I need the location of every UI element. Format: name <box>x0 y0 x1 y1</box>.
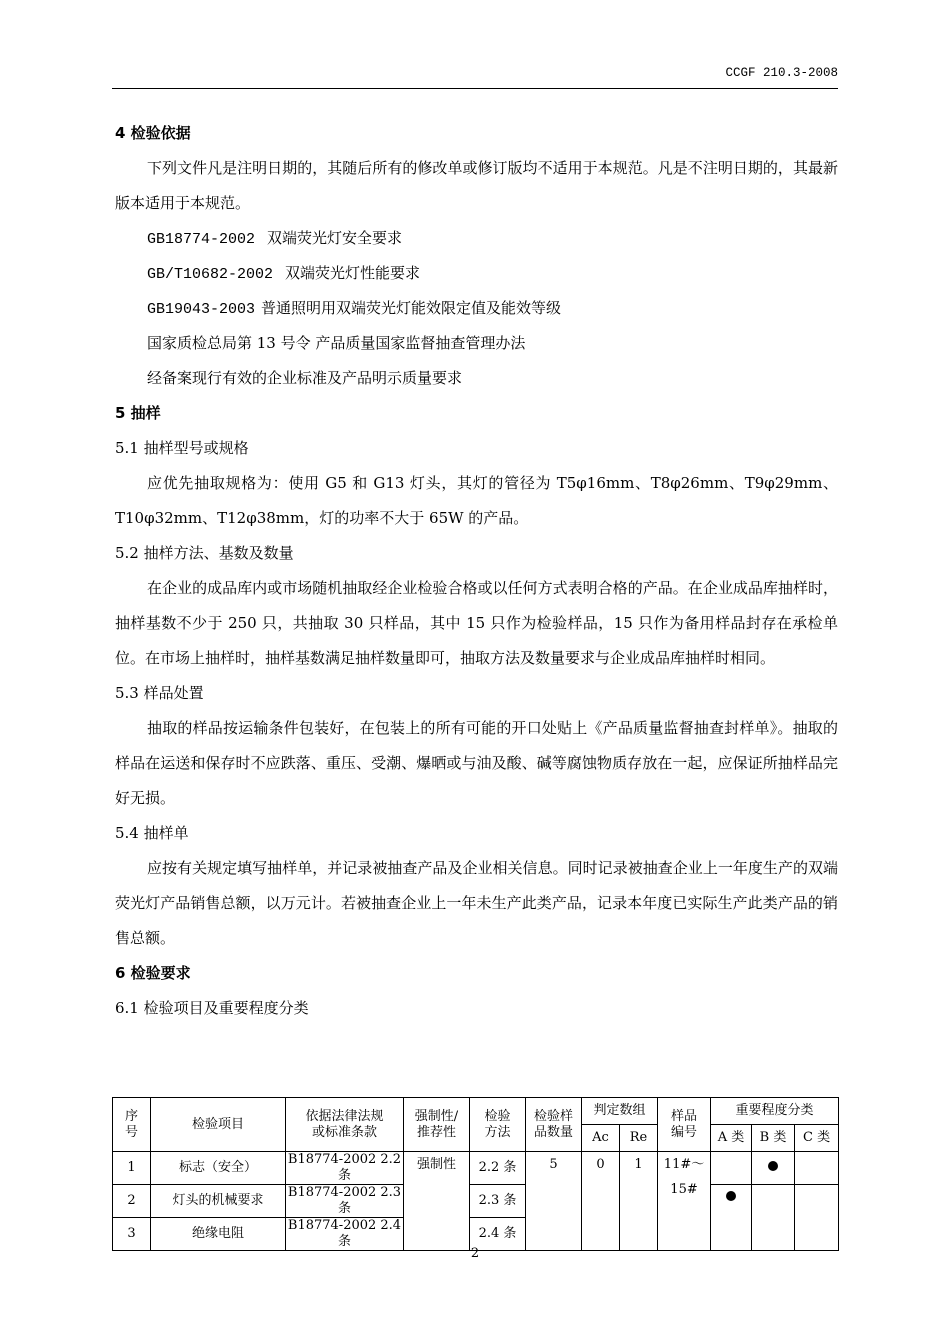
class-c-cell <box>795 1185 839 1251</box>
class-a-cell <box>711 1152 752 1185</box>
section6-heading: 6 检验要求 <box>115 964 191 982</box>
reference-1 <box>115 221 838 256</box>
header-class-c: C 类 <box>795 1125 839 1152</box>
doc-code: CCGF 210.3-2008 <box>725 66 838 80</box>
row-seq: 3 <box>113 1218 151 1251</box>
section53-text: 抽取的样品按运输条件包装好，在包装上的所有可能的开口处贴上《产品质量监督抽查封样单》。抽取的样品在运送和保存时不应跌落、重压、受潮、爆晒或与油及酸、碱等腐蚀物质存放在一起，应保证所抽样品完好无损。 <box>115 719 838 807</box>
row-item: 绝缘电阻 <box>151 1218 286 1251</box>
row-basis: B18774-2002 2.4 条 <box>286 1218 404 1251</box>
header-qty: 检验样 品数量 <box>526 1098 582 1152</box>
class-b-cell <box>752 1185 795 1251</box>
class-a-cell <box>711 1185 752 1251</box>
merged-re: 1 <box>620 1152 658 1251</box>
header-basis: 依据法律法规 或标准条款 <box>286 1098 404 1152</box>
row-basis: B18774-2002 2.3 条 <box>286 1185 404 1218</box>
class-marker-dot <box>768 1161 778 1171</box>
class-c-cell <box>795 1152 839 1185</box>
section54-text: 应按有关规定填写抽样单，并记录被抽查产品及企业相关信息。同时记录被抽查企业上一年度生产的双端荧光灯产品销售总额，以万元计。若被抽查企业上一年未生产此类产品，记录本年度已实际生产此类产品的销售总额。 <box>115 859 838 947</box>
row-item: 灯头的机械要求 <box>151 1185 286 1218</box>
table-header-row <box>113 1098 839 1125</box>
class-b-cell <box>752 1152 795 1185</box>
reference-5: 经备案现行有效的企业标准及产品明示质量要求 <box>147 369 463 387</box>
header-class-a: A 类 <box>711 1125 752 1152</box>
row-method: 2.4 条 <box>470 1218 526 1251</box>
row-seq: 2 <box>113 1185 151 1218</box>
row-method: 2.2 条 <box>470 1152 526 1185</box>
reference-code: GB19043-2003 <box>147 301 256 318</box>
reference-title: 双端荧光灯性能要求 <box>285 264 421 282</box>
merged-qty: 5 <box>526 1152 582 1251</box>
header-re: Re <box>620 1125 658 1152</box>
header-item: 检验项目 <box>151 1098 286 1152</box>
section4-intro: 下列文件凡是注明日期的，其随后所有的修改单或修订版均不适用于本规范。凡是不注明日期的，其最新版本适用于本规范。 <box>115 159 838 212</box>
row-item: 标志（安全） <box>151 1152 286 1185</box>
section51-text: 应优先抽取规格为：使用 G5 和 G13 灯头，其灯的管径为 T5φ16mm、T8φ26mm、T9φ29mm、T10φ32mm、T12φ38mm，灯的功率不大于 65W 的产品。 <box>115 474 838 527</box>
reference-title: 普通照明用双端荧光灯能效限定值及能效等级 <box>261 299 562 317</box>
header-seq: 序 号 <box>113 1098 151 1152</box>
header-class-b: B 类 <box>752 1125 795 1152</box>
header-method: 检验 方法 <box>470 1098 526 1152</box>
section5-heading: 5 抽样 <box>115 404 161 422</box>
reference-4: 国家质检总局第 13 号令 产品质量国家监督抽查管理办法 <box>147 334 526 352</box>
row-seq: 1 <box>113 1152 151 1185</box>
inspection-items-table <box>112 1097 839 1251</box>
header-judge: 判定数组 <box>582 1098 658 1125</box>
section4-heading: 4 检验依据 <box>115 124 191 142</box>
section51-heading: 5.1 抽样型号或规格 <box>115 439 249 457</box>
section61-heading: 6.1 检验项目及重要程度分类 <box>115 999 309 1017</box>
merged-sample: 11#～ 15# <box>658 1152 711 1251</box>
reference-code: GB18774-2002 <box>147 231 256 248</box>
header-mandatory: 强制性/ 推荐性 <box>404 1098 470 1152</box>
reference-code: GB/T10682-2002 <box>147 266 274 283</box>
section54-heading: 5.4 抽样单 <box>115 824 189 842</box>
merged-mandatory: 强制性 <box>404 1152 470 1251</box>
page-number: 2 <box>470 1246 480 1261</box>
section52-text: 在企业的成品库内或市场随机抽取经企业检验合格或以任何方式表明合格的产品。在企业成品库抽样时，抽样基数不少于 250 只，共抽取 30 只样品，其中 15 只作为检验样品，15 只作为备用样品封存在承检单位。在市场上抽样时，抽样基数满足抽样数量即可，抽取方法及数量要求与企业成品库抽样时相同。 <box>115 579 838 667</box>
header-rule <box>112 88 838 89</box>
reference-title: 双端荧光灯安全要求 <box>267 229 403 247</box>
header-importance: 重要程度分类 <box>711 1098 839 1125</box>
header-sample: 样品 编号 <box>658 1098 711 1152</box>
table-row <box>113 1152 839 1185</box>
reference-3 <box>115 291 838 326</box>
row-basis: B18774-2002 2.2 条 <box>286 1152 404 1185</box>
header-ac: Ac <box>582 1125 620 1152</box>
document-body <box>115 116 838 1026</box>
section53-heading: 5.3 样品处置 <box>115 684 204 702</box>
reference-2 <box>115 256 838 291</box>
merged-ac: 0 <box>582 1152 620 1251</box>
section52-heading: 5.2 抽样方法、基数及数量 <box>115 544 294 562</box>
table-row <box>113 1185 839 1218</box>
class-marker-dot <box>726 1191 736 1201</box>
row-method: 2.3 条 <box>470 1185 526 1218</box>
